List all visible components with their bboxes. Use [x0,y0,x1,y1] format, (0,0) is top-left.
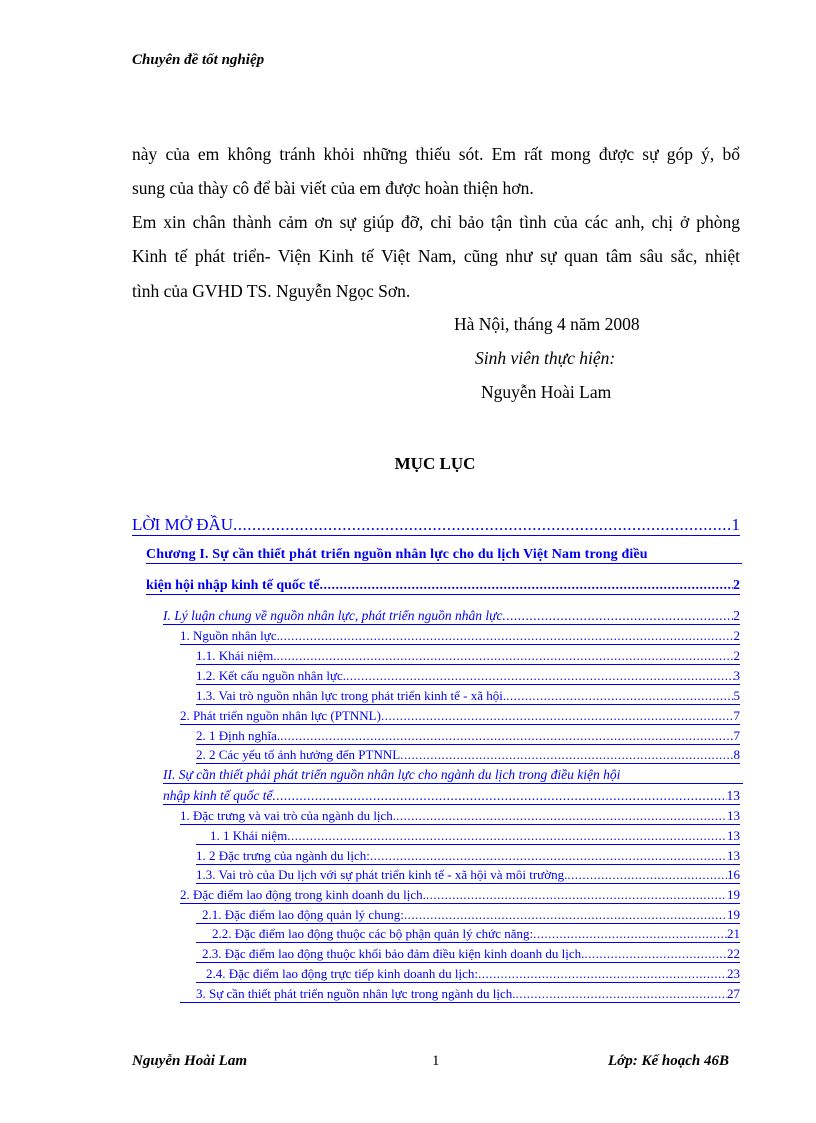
toc-entry-label: 2. 1 Định nghĩa. [196,728,281,743]
toc-entry-page: 13 [727,848,740,863]
toc-entry-label: 2.2. Đặc điểm lao động thuộc các bộ phận quản lý chức năng: [212,926,534,941]
paragraph-2-line-1: Em xin chân thành cảm ơn sự giúp đỡ, chỉ bảo tận tình của các anh, chị ở phòng [132,212,740,232]
toc-entry-label: kiện hội nhập kinh tế quốc tế [146,578,320,593]
toc-entry-label: 2. 2 Các yếu tố ảnh hưởng đến PTNNL [196,747,401,762]
page-header-title: Chuyên đề tốt nghiệp [132,52,265,68]
footer-author: Nguyễn Hoài Lam [132,1053,247,1069]
toc-entry-label: 2. Phát triển nguồn nhân lực (PTNNL) [180,708,381,723]
toc-entry-1-2[interactable] [196,668,740,685]
toc-entry-ii-1-1[interactable] [196,828,740,845]
toc-entry-ii-2-4[interactable] [196,966,740,983]
toc-entry-page: 2 [733,578,740,593]
toc-entry-label: I. Lý luận chung về nguồn nhân lực, phát triển nguồn nhân lực [163,608,503,623]
toc-entry-chuong-1-line-2[interactable] [146,578,740,595]
toc-entry-ii-1-3[interactable] [196,867,740,884]
toc-entry-section-2-line-1[interactable] [163,767,743,784]
toc-title: MỤC LỤC [394,454,476,473]
paragraph-2-line-3: tình của GVHD TS. Nguyễn Ngọc Sơn. [132,281,411,301]
toc-entry-label: 1. 2 Đặc trưng của ngành du lịch: [196,848,370,863]
toc-entry-label: Chương I. Sự cần thiết phát triển nguồn nhân lực cho du lịch Việt Nam trong điều [146,547,648,562]
toc-entry-label: 1. Đặc trưng và vai trò của ngành du lịch. [180,808,397,823]
toc-entry-label: 2. Đặc điểm lao động trong kinh doanh du lịch. [180,887,426,902]
toc-entry-label: 1.1. Khái niệm. [196,648,277,663]
toc-entry-label: 1.3. Vai trò của Du lịch với sự phát triển kinh tế - xã hội và môi trường. [196,867,568,882]
toc-entry-page: 16 [727,867,740,882]
footer-class: Lớp: Kế hoạch 46B [608,1053,729,1069]
toc-entry-label: nhập kinh tế quốc tế [163,788,273,803]
toc-entry-label: II. Sự cần thiết phải phát triển nguồn nhân lực cho ngành du lịch trong điều kiện hội [163,767,621,782]
toc-entry-ii-3[interactable] [180,986,740,1003]
toc-entry-chuong-1-line-1[interactable] [146,547,742,564]
toc-entry-label: LỜI MỞ ĐẦU [132,515,234,534]
toc-entry-page: 8 [733,747,740,762]
paragraph-1-line-1: này của em không tránh khỏi những thiếu sót. Em rất mong được sự góp ý, bổ [132,144,740,164]
toc-entry-1-1[interactable] [196,648,740,665]
toc-entry-label: 2.3. Đặc điểm lao động thuộc khối bảo đảm điều kiện kinh doanh du lịch. [202,946,585,961]
toc-entry-ii-2-3[interactable] [196,946,740,963]
toc-entry-page: 2 [733,608,740,623]
toc-entry-label: 1. 1 Khái niệm [210,828,288,843]
toc-entry-label: 1.3. Vai trò nguồn nhân lực trong phát triển kinh tế - xã hội. [196,688,507,703]
toc-entry-page: 19 [727,887,740,902]
toc-entry-1-3[interactable] [196,688,740,705]
toc-entry-label: 1.2. Kết cấu nguồn nhân lực. [196,668,347,683]
toc-entry-page: 27 [727,986,740,1001]
toc-entry-ii-2-2[interactable] [196,926,740,943]
toc-entry-2[interactable] [180,708,740,725]
toc-entry-section-2-line-2[interactable] [163,788,740,805]
signature-role: Sinh viên thực hiện: [475,348,616,368]
toc-entry-section-1[interactable] [163,608,740,625]
place-date: Hà Nội, tháng 4 năm 2008 [454,314,640,334]
toc-entry-page: 5 [733,688,740,703]
toc-entry-page: 22 [727,946,740,961]
toc-entry-page: 2 [733,628,740,643]
toc-entry-page: 13 [727,828,740,843]
toc-entry-ii-2[interactable] [180,887,740,904]
toc-entry-page: 19 [727,907,740,922]
toc-entry-2-1[interactable] [196,728,740,745]
toc-entry-ii-2-1[interactable] [196,907,740,924]
toc-entry-label: 2.4. Đặc điểm lao động trực tiếp kinh doanh du lịch: [206,966,479,981]
toc-entry-page: 21 [727,926,740,941]
toc-entry-label: 2.1. Đặc điểm lao động quản lý chung: [202,907,404,922]
toc-entry-ii-1[interactable] [180,808,740,825]
toc-entry-page: 2 [733,648,740,663]
signature-name: Nguyễn Hoài Lam [481,382,612,402]
toc-entry-ii-1-2[interactable] [196,848,740,865]
toc-entry-page: 13 [727,808,740,823]
paragraph-2-line-2: Kinh tế phát triển- Viện Kinh tế Việt Nam, cũng như sự quan tâm sâu sắc, nhiệt [132,246,740,266]
toc-entry-1[interactable] [180,628,740,645]
toc-entry-2-2[interactable] [196,747,740,764]
toc-entry-label: 3. Sự cần thiết phát triển nguồn nhân lực trong ngành du lịch. [196,986,516,1001]
toc-entry-page: 7 [733,728,740,743]
toc-entry-loi-mo-dau[interactable] [132,515,740,536]
toc-entry-label: 1. Nguồn nhân lực. [180,628,280,643]
toc-entry-page: 23 [727,966,740,981]
paragraph-1-line-2: sung của thày cô để bài viết của em được hoàn thiện hơn. [132,178,534,198]
toc-entry-page: 13 [726,788,740,803]
toc-entry-page: 3 [733,668,740,683]
toc-entry-page: 7 [733,708,740,723]
toc-entry-page: 1 [731,515,740,534]
footer-page-number: 1 [432,1053,440,1069]
